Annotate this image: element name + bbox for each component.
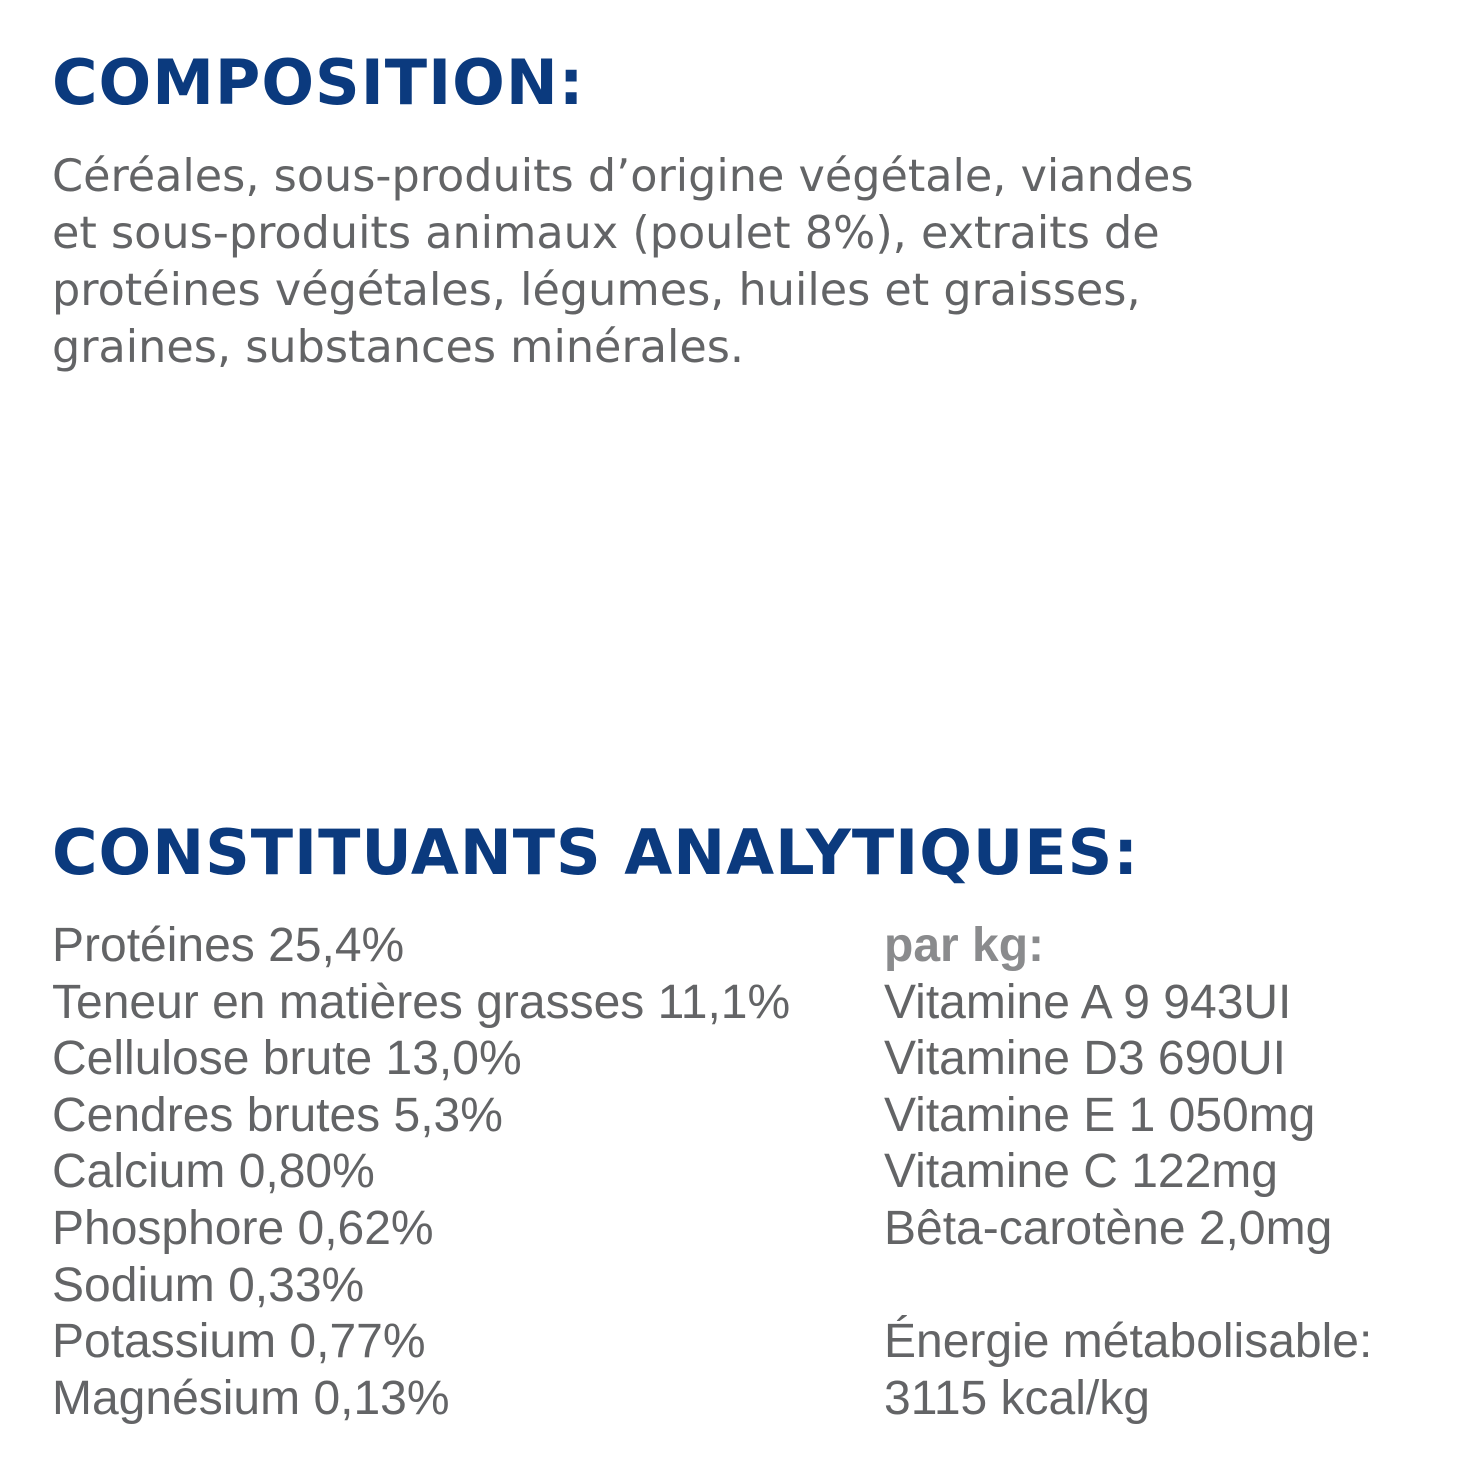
analytical-constituents-heading: CONSTITUANTS ANALYTIQUES: (52, 816, 1140, 889)
energy-value: 3115 kcal/kg (884, 1371, 1150, 1425)
constituent-sodium: Sodium 0,33% (52, 1258, 365, 1312)
constituent-protein: Protéines 25,4% (52, 919, 405, 972)
composition-line: et sous-produits animaux (poulet 8%), extraits de (52, 208, 1160, 259)
vitamin-a: Vitamine A 9 943UI (884, 975, 1292, 1029)
vitamin-d3: Vitamine D3 690UI (884, 1032, 1286, 1086)
vitamin-e: Vitamine E 1 050mg (884, 1088, 1316, 1142)
constituent-magnesium: Magnésium 0,13% (52, 1371, 450, 1425)
per-kg-list (884, 918, 1464, 1427)
vitamin-c: Vitamine C 122mg (884, 1145, 1278, 1199)
per-kg-label: par kg: (884, 919, 1045, 972)
composition-heading: COMPOSITION: (52, 46, 585, 119)
constituent-fibre: Cellulose brute 13,0% (52, 1032, 522, 1086)
constituents-list (52, 918, 852, 1427)
composition-text (52, 148, 1432, 376)
list-spacer (884, 1258, 1464, 1315)
constituent-ash: Cendres brutes 5,3% (52, 1088, 503, 1142)
composition-line: protéines végétales, légumes, huiles et graisses, (52, 265, 1141, 316)
constituent-calcium: Calcium 0,80% (52, 1145, 375, 1199)
composition-line: graines, substances minérales. (52, 322, 745, 373)
constituent-fat: Teneur en matières grasses 11,1% (52, 975, 791, 1029)
constituent-phosphorus: Phosphore 0,62% (52, 1201, 434, 1255)
beta-carotene: Bêta-carotène 2,0mg (884, 1201, 1333, 1255)
constituent-potassium: Potassium 0,77% (52, 1315, 426, 1369)
energy-label: Énergie métabolisable: (884, 1315, 1373, 1369)
composition-line: Céréales, sous-produits d’origine végétale, viandes (52, 151, 1194, 202)
